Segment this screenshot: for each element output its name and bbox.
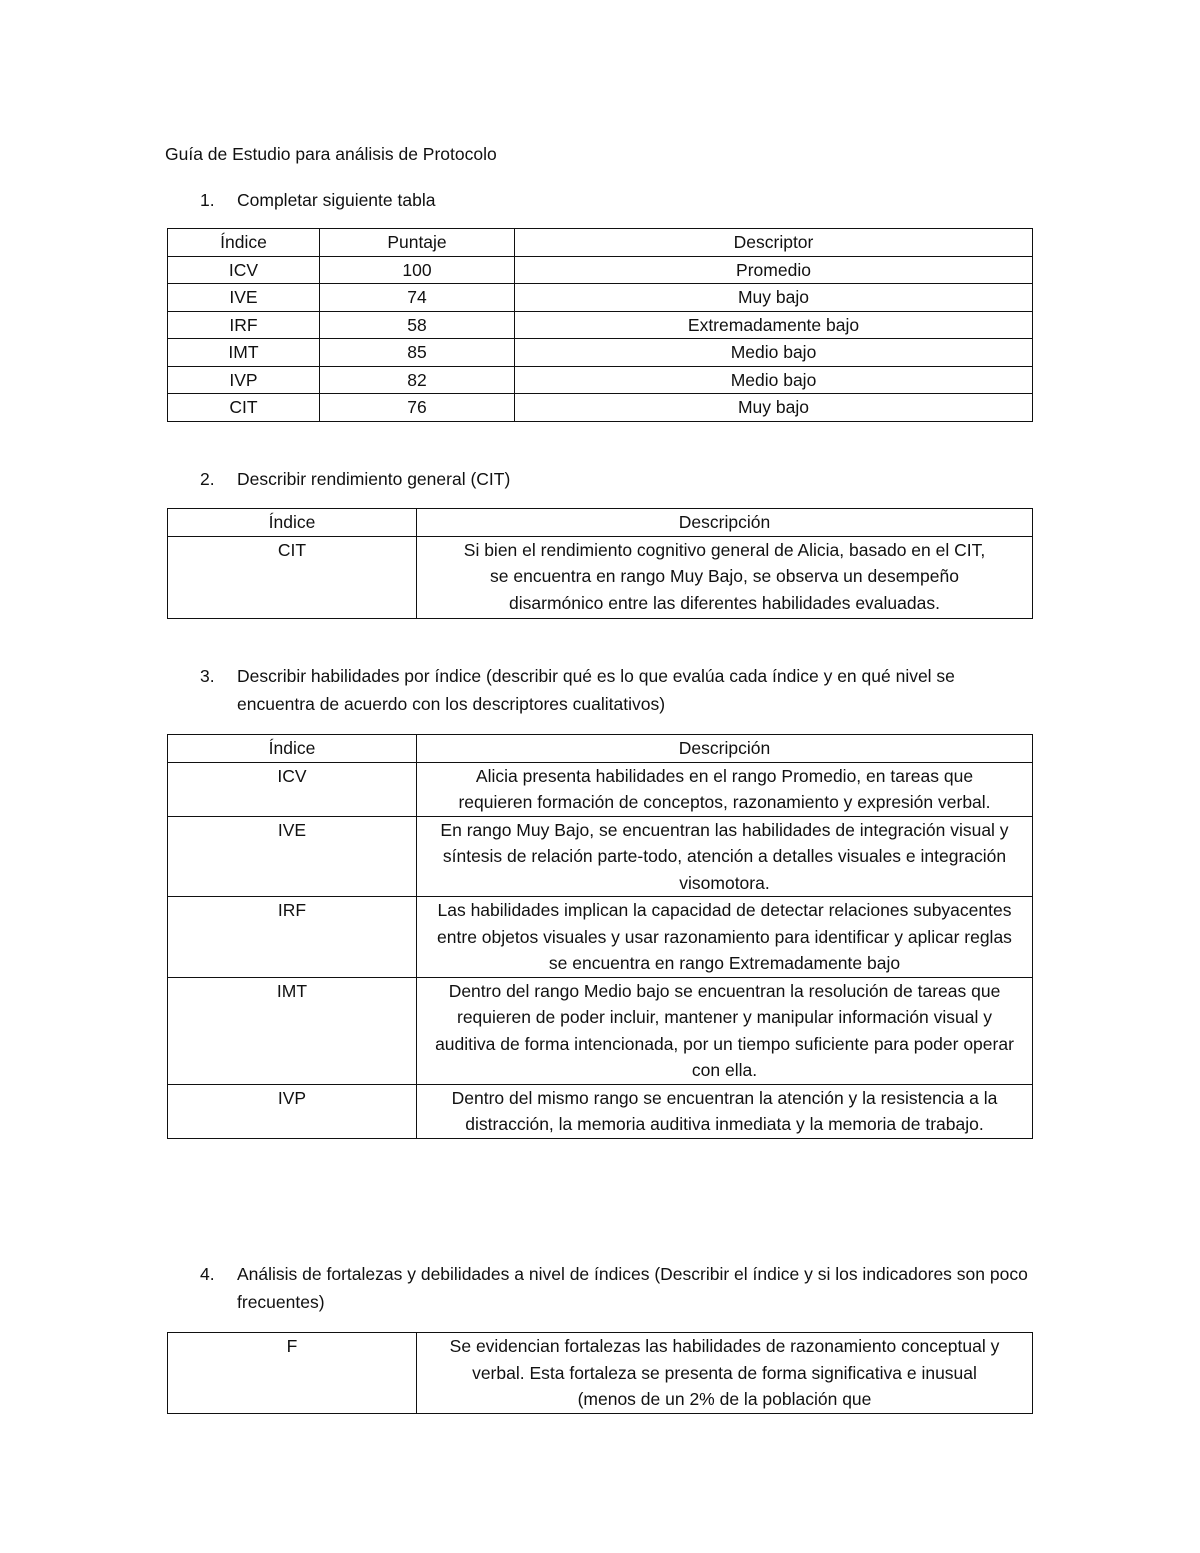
section-number: 3. (200, 666, 215, 686)
index-cell: IRF (168, 897, 417, 978)
score-cell: 82 (320, 366, 515, 394)
index-cell: IVE (168, 816, 417, 897)
table-row (168, 284, 1033, 312)
description-cell: Alicia presenta habilidades en el rango Promedio, en tareas que requieren formación de conceptos, razonamiento y expresión verbal. (417, 762, 1033, 816)
score-cell: 100 (320, 256, 515, 284)
score-cell: 74 (320, 284, 515, 312)
header-cell: Descriptor (515, 229, 1033, 257)
skills-by-index-table (167, 734, 1033, 1139)
section-text: Análisis de fortalezas y debilidades a nivel de índices (Describir el índice y si los indicadores son poco frecuentes) (237, 1264, 1028, 1312)
descriptor-cell: Medio bajo (515, 366, 1033, 394)
section-2-heading (200, 465, 1035, 493)
table-row (168, 256, 1033, 284)
table-header-row (168, 229, 1033, 257)
table-row (168, 897, 1033, 978)
document-title: Guía de Estudio para análisis de Protocolo (165, 144, 497, 164)
header-cell: Índice (168, 735, 417, 763)
description-cell: En rango Muy Bajo, se encuentran las habilidades de integración visual y síntesis de relación parte-todo, atención a detalles visuales e integración visomotora. (417, 816, 1033, 897)
section-text: Describir rendimiento general (CIT) (237, 469, 511, 489)
section-4-heading (200, 1260, 1035, 1316)
table-row (168, 339, 1033, 367)
header-cell: Índice (168, 229, 320, 257)
description-cell: Las habilidades implican la capacidad de detectar relaciones subyacentes entre objetos visuales y usar razonamiento para identificar y aplicar reglas se encuentra en rango Extremadamente bajo (417, 897, 1033, 978)
table-row (168, 977, 1033, 1084)
table-row (168, 816, 1033, 897)
header-cell: Índice (168, 509, 417, 537)
descriptor-cell: Medio bajo (515, 339, 1033, 367)
section-number: 1. (200, 190, 215, 210)
header-cell: Descripción (417, 509, 1033, 537)
table-row (168, 1084, 1033, 1138)
table-row (168, 366, 1033, 394)
table-row (168, 311, 1033, 339)
strengths-weaknesses-table (167, 1332, 1033, 1414)
descriptor-cell: Muy bajo (515, 394, 1033, 422)
description-cell: Dentro del mismo rango se encuentran la atención y la resistencia a la distracción, la memoria auditiva inmediata y la memoria de trabajo. (417, 1084, 1033, 1138)
index-cell: ICV (168, 256, 320, 284)
description-cell: Se evidencian fortalezas las habilidades de razonamiento conceptual y verbal. Esta fortaleza se presenta de forma significativa e inusual (menos de un 2% de la población que (417, 1333, 1033, 1414)
table-row (168, 1333, 1033, 1414)
table-header-row (168, 735, 1033, 763)
score-cell: 85 (320, 339, 515, 367)
score-cell: 76 (320, 394, 515, 422)
descriptor-cell: Promedio (515, 256, 1033, 284)
index-cell: F (168, 1333, 417, 1414)
general-performance-table (167, 508, 1033, 619)
table-row (168, 394, 1033, 422)
table-header-row (168, 509, 1033, 537)
description-cell: Dentro del rango Medio bajo se encuentran la resolución de tareas que requieren de poder incluir, mantener y manipular información visual y auditiva de forma intencionada, por un tiempo suficiente para poder operar con ella. (417, 977, 1033, 1084)
index-cell: IVE (168, 284, 320, 312)
index-cell: IMT (168, 339, 320, 367)
header-cell: Puntaje (320, 229, 515, 257)
table-row (168, 536, 1033, 619)
index-cell: IRF (168, 311, 320, 339)
index-cell: IVP (168, 1084, 417, 1138)
section-text: Completar siguiente tabla (237, 190, 436, 210)
header-cell: Descripción (417, 735, 1033, 763)
section-text: Describir habilidades por índice (describir qué es lo que evalúa cada índice y en qué nivel se encuentra de acuerdo con los descriptores cualitativos) (237, 666, 955, 714)
scores-table (167, 228, 1033, 422)
index-cell: IMT (168, 977, 417, 1084)
index-cell: IVP (168, 366, 320, 394)
description-cell: Si bien el rendimiento cognitivo general de Alicia, basado en el CIT, se encuentra en rango Muy Bajo, se observa un desempeño disarmónico entre las diferentes habilidades evaluadas. (417, 536, 1033, 619)
descriptor-cell: Muy bajo (515, 284, 1033, 312)
index-cell: CIT (168, 394, 320, 422)
table-row (168, 762, 1033, 816)
descriptor-cell: Extremadamente bajo (515, 311, 1033, 339)
index-cell: ICV (168, 762, 417, 816)
index-cell: CIT (168, 536, 417, 619)
section-1-heading (200, 186, 1035, 214)
section-number: 2. (200, 469, 215, 489)
section-number: 4. (200, 1264, 215, 1284)
score-cell: 58 (320, 311, 515, 339)
section-3-heading (200, 662, 1035, 718)
